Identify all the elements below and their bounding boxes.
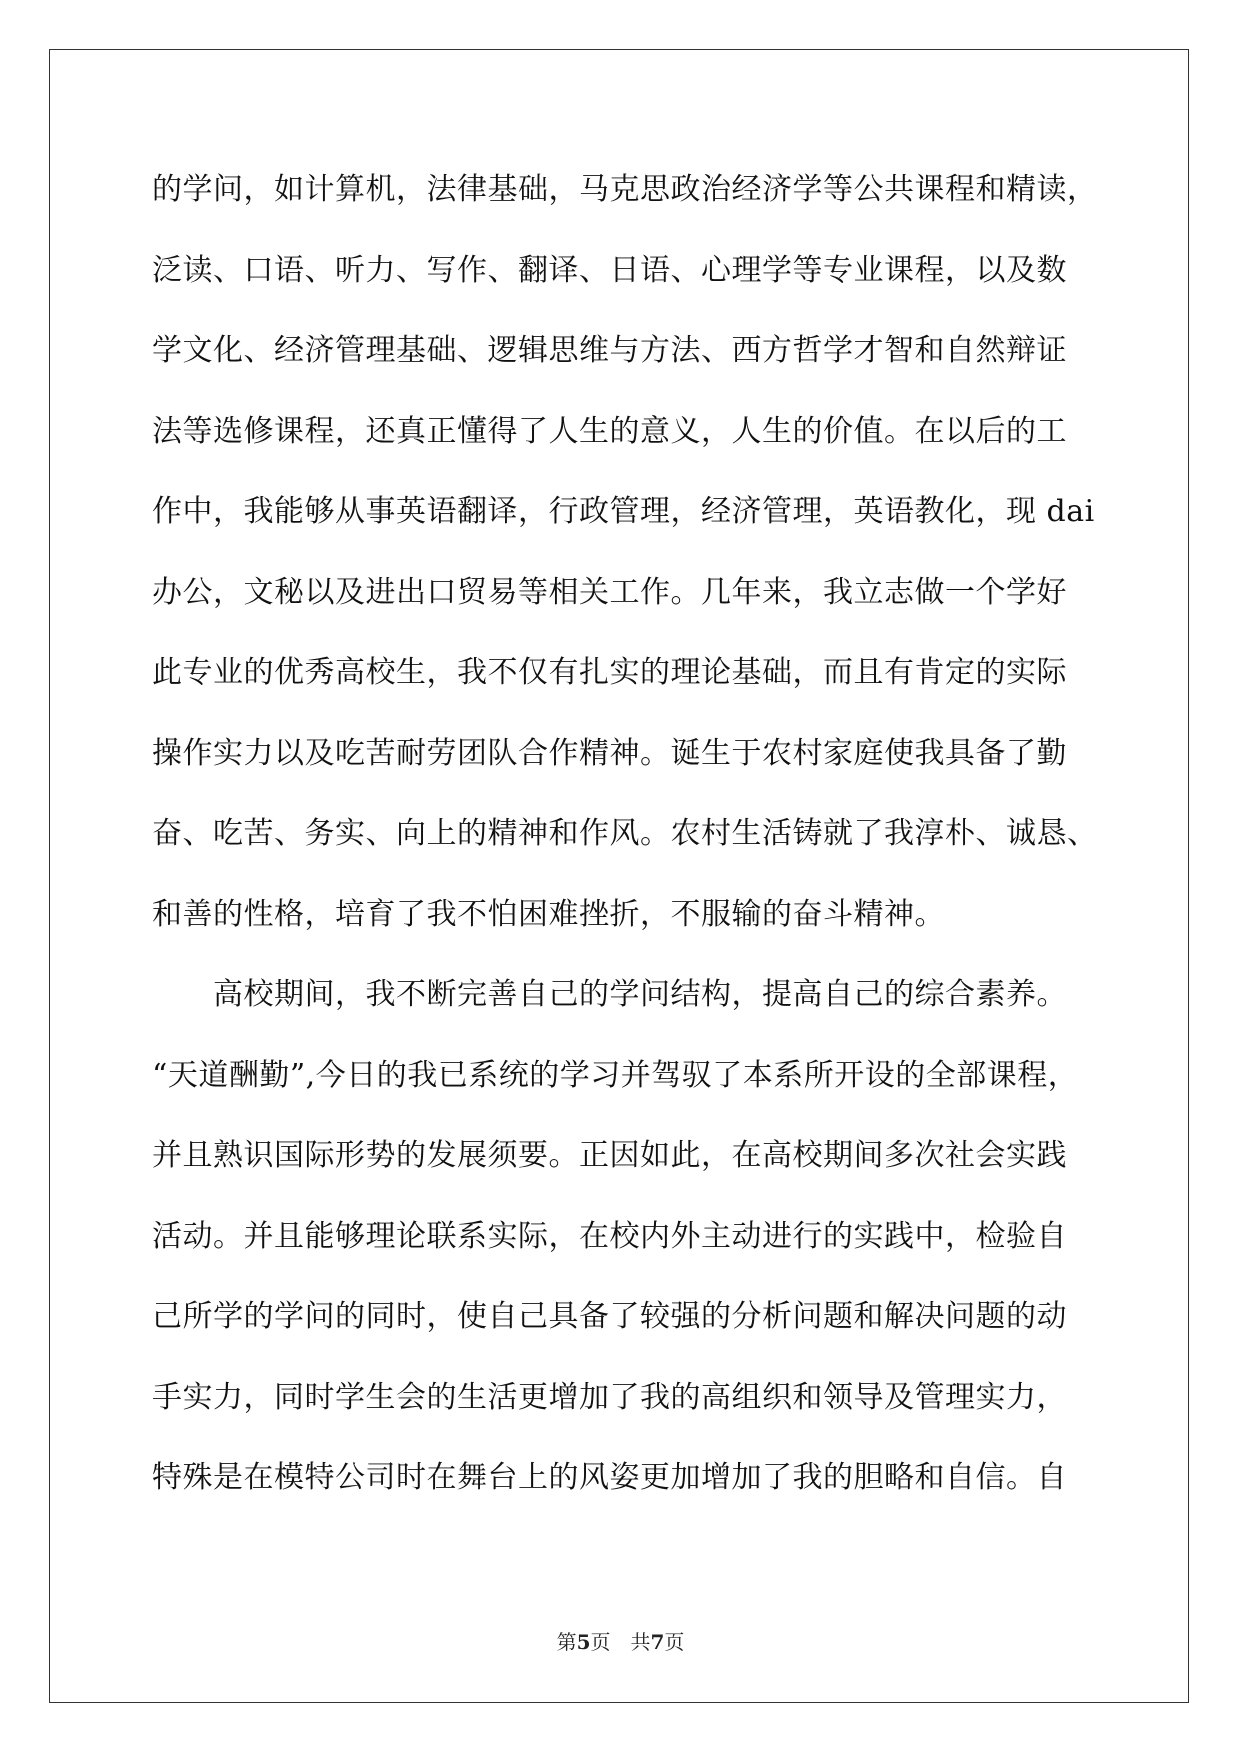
text-line: 操作实力以及吃苦耐劳团队合作精神。诞生于农村家庭使我具备了勤	[152, 735, 1067, 771]
text-line: 高校期间，我不断完善自己的学问结构，提高自己的综合素养。	[152, 977, 1067, 1012]
text-line: 手实力，同时学生会的生活更增加了我的高组织和领导及管理实力，	[152, 1379, 1067, 1415]
total-pages-number: 7	[650, 1630, 665, 1654]
text-line: 法等选修课程，还真正懂得了人生的意义，人生的价值。在以后的工	[152, 413, 1067, 449]
text-line: 的学问，如计算机，法律基础，马克思政治经济学等公共课程和精读，	[152, 172, 1098, 207]
text-line: 活动。并且能够理论联系实际，在校内外主动进行的实践中，检验自	[152, 1218, 1067, 1254]
text-line: 和善的性格，培育了我不怕困难挫折，不服输的奋斗精神。	[152, 896, 945, 932]
footer-middle: 页 共	[590, 1630, 651, 1654]
text-line: 此专业的优秀高校生，我不仅有扎实的理论基础，而且有肯定的实际	[152, 655, 1067, 690]
text-line: 作中，我能够从事英语翻译，行政管理，经济管理，英语教化，现 dai	[152, 494, 1095, 529]
text-line: 学文化、经济管理基础、逻辑思维与方法、西方哲学才智和自然辩证	[152, 333, 1067, 368]
text-line: 办公，文秘以及进出口贸易等相关工作。几年来，我立志做一个学好	[152, 574, 1067, 610]
current-page-number: 5	[576, 1630, 591, 1654]
text-line: 己所学的学问的同时，使自己具备了较强的分析问题和解决问题的动	[152, 1299, 1067, 1334]
text-line: 泛读、口语、听力、写作、翻译、日语、心理学等专业课程，以及数	[152, 252, 1067, 288]
text-line: 并且熟识国际形势的发展须要。正因如此，在高校期间多次社会实践	[152, 1138, 1067, 1173]
text-line: 奋、吃苦、务实、向上的精神和作风。农村生活铸就了我淳朴、诚恳、	[152, 816, 1098, 851]
body-text	[152, 150, 1098, 1519]
page-footer	[0, 1626, 1241, 1655]
text-line: “天道酬勤”,今日的我已系统的学习并驾驭了本系所开设的全部课程，	[152, 1057, 1079, 1093]
text-line: 特殊是在模特公司时在舞台上的风姿更加增加了我的胆略和自信。自	[152, 1460, 1067, 1495]
footer-prefix: 第	[556, 1630, 577, 1654]
footer-suffix: 页	[664, 1630, 685, 1654]
